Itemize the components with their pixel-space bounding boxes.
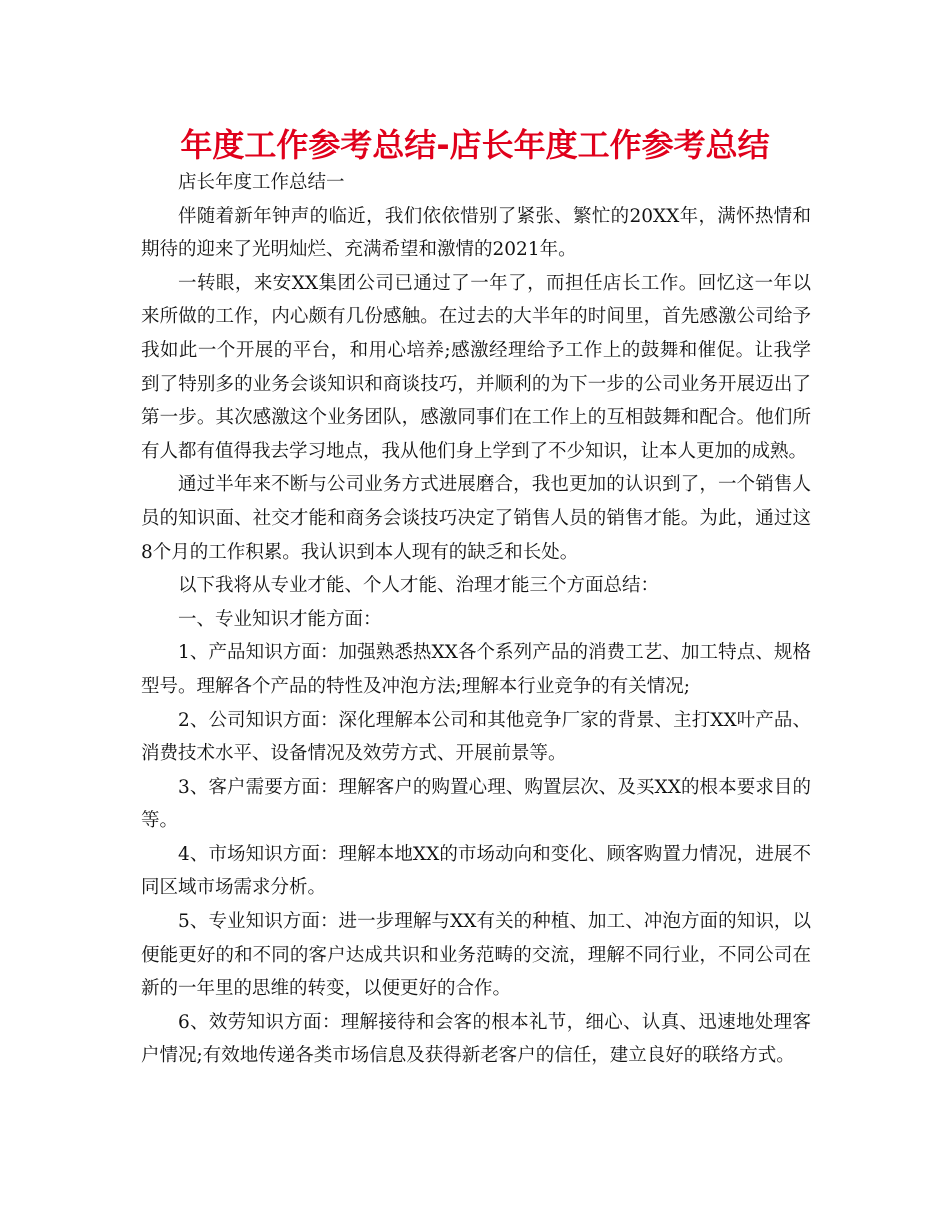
paragraph-item-product: 1、产品知识方面：加强熟悉热XX各个系列产品的消费工艺、加工特点、规格型号。理解各个产品的特性及冲泡方法;理解本行业竞争的有关情况;: [141, 642, 811, 697]
paragraph-subheading-professional: 一、专业知识才能方面：: [178, 608, 382, 630]
paragraph-item-service: 6、效劳知识方面：理解接待和会客的根本礼节，细心、认真、迅速地处理客户情况;有效地传递各类市场信息及获得新老客户的信任，建立良好的联络方式。: [141, 1011, 811, 1067]
document-title: 年度工作参考总结-店长年度工作参考总结: [180, 126, 770, 164]
paragraph-realization: 通过半年来不断与公司业务方式进展磨合，我也更加的认识到了，一个销售人员的知识面、社交才能和商务会谈技巧决定了销售人员的销售才能。为此，通过这8个月的工作积累。我认识到本人现有的缺乏和长处。: [141, 474, 811, 563]
document-body: [141, 166, 811, 1073]
paragraph-item-company: 2、公司知识方面：深化理解本公司和其他竞争厂家的背景、主打XX叶产品、消费技术水平、设备情况及效劳方式、开展前景等。: [141, 709, 811, 765]
paragraph-item-market: 4、市场知识方面：理解本地XX的市场动向和变化、顾客购置力情况，进展不同区域市场需求分析。: [141, 843, 811, 899]
paragraph-reflection: 一转眼，来安XX集团公司已通过了一年了，而担任店长工作。回忆这一年以来所做的工作，内心颇有几份感触。在过去的大半年的时间里，首先感激公司给予我如此一个开展的平台，和用心培养;感激经理给予工作上的鼓舞和催促。让我学到了特别多的业务会谈知识和商谈技巧，并顺利的为下一步的公司业务开展迈出了第一步。其次感激这个业务团队，感激同事们在工作上的互相鼓舞和配合。他们所有人都有值得我去学习地点，我从他们身上学到了不少知识，让本人更加的成熟。: [141, 272, 811, 462]
paragraph-item-customer: 3、客户需要方面：理解客户的购置心理、购置层次、及买XX的根本要求目的等。: [141, 776, 811, 832]
paragraph-summary-outline: 以下我将从专业才能、个人才能、治理才能三个方面总结：: [178, 575, 660, 597]
paragraph-intro: 伴随着新年钟声的临近，我们依依惜别了紧张、繁忙的20XX年，满怀热情和期待的迎来了光明灿烂、充满希望和激情的2021年。: [141, 205, 811, 261]
paragraph-item-expertise: 5、专业知识方面：进一步理解与XX有关的种植、加工、冲泡方面的知识，以便能更好的和不同的客户达成共识和业务范畴的交流，理解不同行业，不同公司在新的一年里的思维的转变，以便更好的合作。: [141, 911, 811, 1000]
paragraph-section-heading: 店长年度工作总结一: [178, 172, 345, 193]
